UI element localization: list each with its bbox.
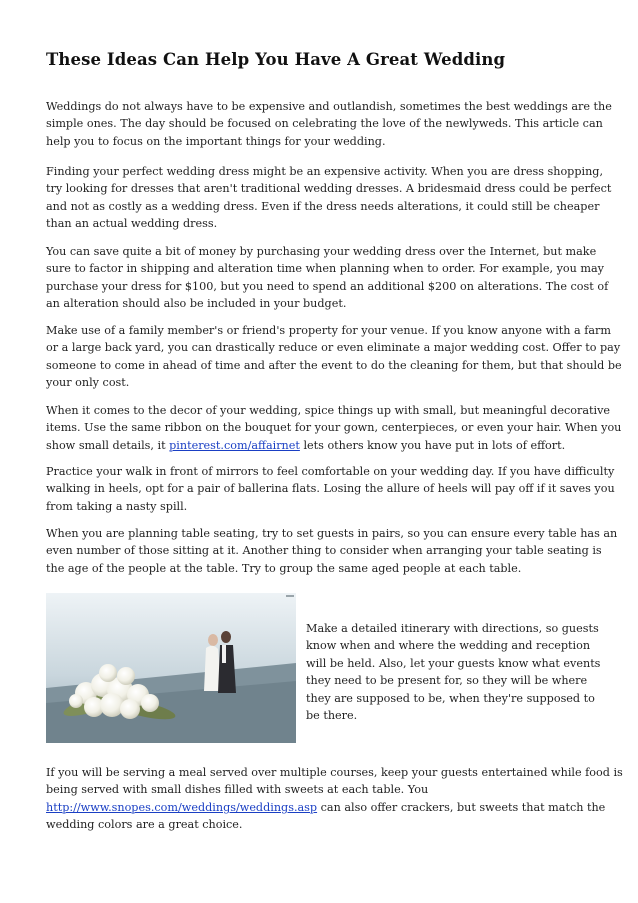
paragraph-4 — [46, 322, 622, 392]
pinterest-link[interactable]: pinterest.com/affairnet — [169, 438, 300, 452]
text-line: When you are planning table seating, try to set guests in pairs, so you can ensure every table has an — [46, 527, 618, 540]
text-line: try looking for dresses that aren't traditional wedding dresses. A bridesmaid dress could be perfect — [46, 182, 612, 196]
text-line: will be held. Also, let your guests know what events — [306, 656, 601, 670]
paragraph-7 — [46, 525, 618, 577]
paragraph-2 — [46, 163, 612, 233]
text-line: your only cost. — [46, 376, 130, 390]
text-line: You can save quite a bit of money by purchasing your wedding dress over the Internet, but make — [46, 245, 597, 258]
snopes-link[interactable]: http://www.snopes.com/weddings/weddings.asp — [46, 800, 318, 814]
wedding-bouquet-image — [46, 593, 296, 743]
text-line: know when and where the wedding and reception — [306, 639, 591, 653]
text-line: being served with small dishes filled with sweets at each table. You — [46, 783, 429, 797]
text-line: be there. — [306, 709, 358, 723]
text-line: and not as costly as a wedding dress. Even if the dress needs alterations, it could still be cheaper — [46, 199, 600, 213]
text-line: help you to focus on the important things for your wedding. — [46, 134, 386, 148]
text-line: simple ones. The day should be focused on celebrating the love of the newlyweds. This article can — [46, 117, 603, 131]
wedding-photo — [46, 593, 296, 743]
paragraph-1 — [46, 98, 612, 150]
text-line: If you will be serving a meal served over multiple courses, keep your guests entertained while food is — [46, 766, 623, 779]
text-line: an alteration should also be included in your budget. — [46, 297, 347, 311]
text-line: purchase your dress for $100, but you need to spend an additional $200 on alterations. The cost of — [46, 279, 609, 293]
text-line: wedding colors are a great choice. — [46, 818, 243, 832]
link-suffix-text: can also offer crackers, but sweets that match the — [317, 800, 606, 814]
paragraph-3 — [46, 243, 609, 313]
text-line: they need to be present for, so they will be where — [306, 674, 588, 688]
paragraph-6 — [46, 463, 615, 515]
text-line: When it comes to the decor of your wedding, spice things up with small, but meaningful decorative — [46, 404, 611, 417]
text-line: Make a detailed itinerary with directions, so guests — [306, 622, 599, 635]
link-suffix-text: lets others know you have put in lots of effort. — [299, 438, 566, 452]
paragraph-5 — [46, 402, 622, 454]
text-line: someone to come in ahead of time and after the event to do the cleaning for them, but that should be — [46, 358, 622, 372]
paragraph-8 — [46, 764, 623, 834]
text-line: or a large back yard, you can drastically reduce or even eliminate a major wedding cost. Offer to pay — [46, 341, 621, 355]
text-line-with-link — [46, 437, 598, 454]
text-line: Practice your walk in front of mirrors to feel comfortable on your wedding day. If you have difficulty — [46, 465, 615, 478]
text-line: than an actual wedding dress. — [46, 217, 218, 231]
page-title: These Ideas Can Help You Have A Great Wedding — [46, 50, 506, 69]
text-line: the age of the people at the table. Try to group the same aged people at each table. — [46, 561, 522, 575]
text-line: walking in heels, opt for a pair of ballerina flats. Losing the allure of heels will pay off if it saves you — [46, 482, 615, 496]
side-paragraph — [306, 620, 601, 724]
text-line: sure to factor in shipping and alteration time when planning when to order. For example, you may — [46, 262, 604, 276]
text-line: Weddings do not always have to be expensive and outlandish, sometimes the best weddings are the — [46, 100, 612, 113]
text-line-with-link — [46, 799, 606, 816]
text-line: from taking a nasty spill. — [46, 499, 188, 513]
text-line: Make use of a family member's or friend's property for your venue. If you know anyone with a farm — [46, 324, 612, 337]
text-line: Finding your perfect wedding dress might be an expensive activity. When you are dress shopping, — [46, 165, 604, 178]
text-line: even number of those sitting at it. Another thing to consider when arranging your table seating is — [46, 544, 602, 558]
text-line: they are supposed to be, when they're supposed to — [306, 691, 595, 705]
link-prefix-text: show small details, it — [46, 438, 170, 452]
text-line: items. Use the same ribbon on the bouquet for your gown, centerpieces, or even your hair. When you — [46, 421, 622, 435]
